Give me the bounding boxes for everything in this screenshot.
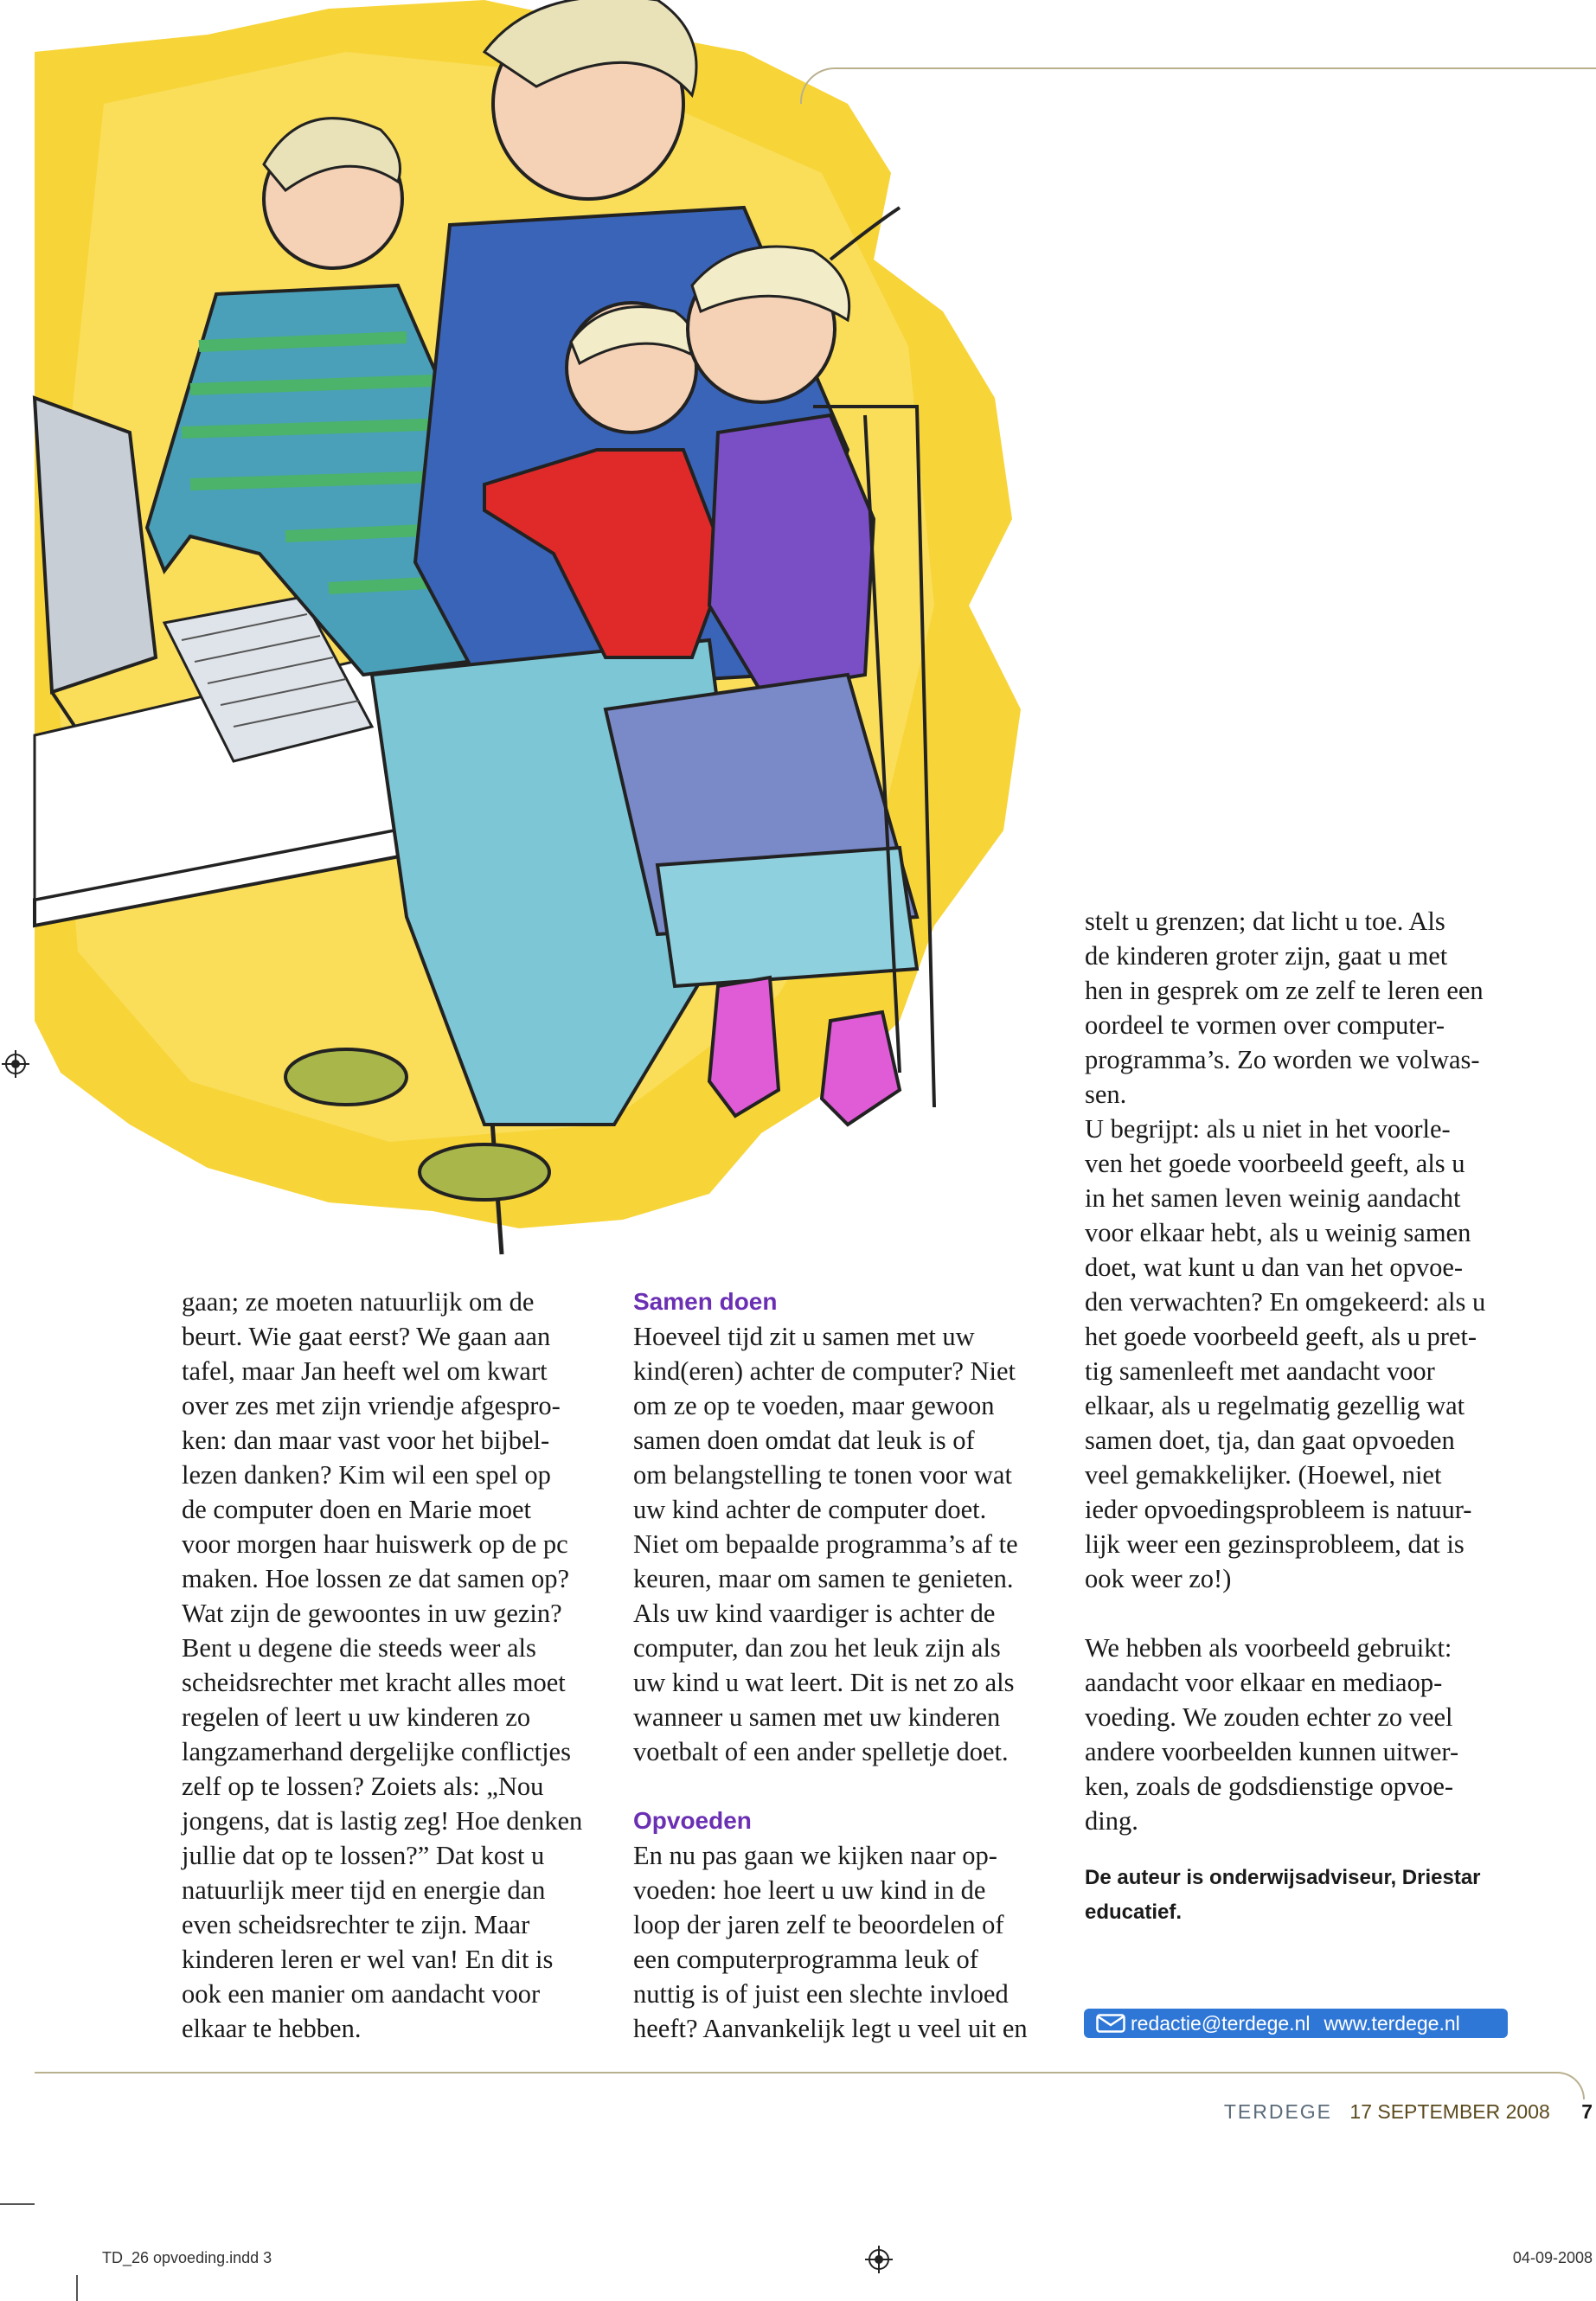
registration-mark-icon — [2, 1050, 29, 1078]
print-slug-filename: TD_26 opvoeding.indd 3 — [102, 2249, 272, 2266]
contact-website-link[interactable]: www.terdege.nl — [1324, 2011, 1460, 2035]
column-2-body-2: En nu pas gaan we kijken naar op- voeden: hoe leert u uw kind in de loop der jaren zelf te beoordelen of een computerprogramma leuk of nuttig is of juist een slechte invloed heeft? Aanvankelijk legt u veel uit en — [633, 1841, 1028, 2043]
author-note: De auteur is onderwijsadviseur, Driestar educatief. — [1085, 1866, 1481, 1924]
page-corner-border — [800, 67, 1596, 104]
section-heading-samen-doen: Samen doen — [633, 1288, 778, 1315]
article-column-3 — [1085, 904, 1535, 1930]
magazine-name: TERDEGE — [1223, 2100, 1333, 2123]
contact-bar — [1084, 2009, 1508, 2038]
registration-mark-icon — [865, 2246, 893, 2273]
article-column-2 — [633, 1285, 1066, 2046]
page-number: 7 — [1581, 2100, 1593, 2123]
page-bottom-border — [35, 2072, 1585, 2099]
envelope-icon — [1096, 2014, 1125, 2033]
crop-mark — [76, 2275, 78, 2301]
column-3-body-2: We hebben als voorbeeld gebruikt: aandacht voor elkaar en mediaop- voeding. We zouden echter zo veel andere voorbeelden kunnen uitwer- ken, zoals de godsdienstige opvoe- ding. — [1085, 1633, 1459, 1836]
column-1-body: gaan; ze moeten natuurlijk om de beurt. Wie gaat eerst? We gaan aan tafel, maar Jan heeft wel om kwart over zes met zijn vriendje afgespro- ken: dan maar vast voor het bijbel- lezen danken? Kim wil een spel op de computer doen en Marie moet voor morgen haar huiswerk op de pc maken. Hoe lossen ze dat samen op? Wat zijn de gewoontes in uw gezin? Bent u degene die steeds weer als scheidsrechter met kracht alles moet regelen of leert u uw kinderen zo langzamerhand dergelijke conflictjes zelf op te lossen? Zoiets als: „Nou jongens, dat is lastig zeg! Hoe denken jullie dat op te lossen?” Dat kost u natuurlijk meer tijd en energie dan even scheidsrechter te zijn. Maar kinderen leren er wel van! En dit is ook een manier om aandacht voor elkaar te hebben. — [182, 1287, 583, 2043]
print-slug-date: 04-09-2008 — [1512, 2249, 1593, 2266]
contact-email-link[interactable]: redactie@terdege.nl — [1131, 2011, 1311, 2035]
crop-mark — [0, 2203, 35, 2205]
column-2-body-1: Hoeveel tijd zit u samen met uw kind(eren) achter de computer? Niet om ze op te voeden, maar gewoon samen doen omdat dat leuk is of om belangstelling te tonen voor wat uw kind achter de computer doet. Niet om bepaalde programma’s af te keuren, maar om samen te genieten. Als uw kind vaardiger is achter de computer, dan zou het leuk zijn als uw kind u wat leert. Dit is net zo als wanneer u samen met uw kinderen voetbalt of een ander spelletje doet. — [633, 1322, 1018, 1766]
family-computer-illustration — [0, 0, 1064, 1272]
issue-date: 17 SEPTEMBER 2008 — [1349, 2100, 1550, 2123]
article-column-1 — [182, 1285, 614, 2046]
column-3-body-1: stelt u grenzen; dat licht u toe. Als de kinderen groter zijn, gaat u met hen in gesprek om ze zelf te leren een oordeel te vormen over computer- programma’s. Zo worden we volwas- sen. U begrijpt: als u niet in het voorle- ven het goede voorbeeld geeft, als u in het samen leven weinig aandacht voor elkaar hebt, als u weinig samen doet, wat kunt u dan van het opvoe- den verwachten? En omgekeerd: als u het goede voorbeeld geeft, als u pret- tig samenleeft met aandacht voor elkaar, als u regelmatig gezellig wat samen doet, tja, dan gaat opvoeden veel gemakkelijker. (Hoewel, niet ieder opvoedingsprobleem is natuur- lijk weer een gezinsprobleem, dat is ook weer zo!) — [1085, 907, 1486, 1593]
page-footer — [990, 2100, 1596, 2124]
section-heading-opvoeden: Opvoeden — [633, 1807, 752, 1834]
